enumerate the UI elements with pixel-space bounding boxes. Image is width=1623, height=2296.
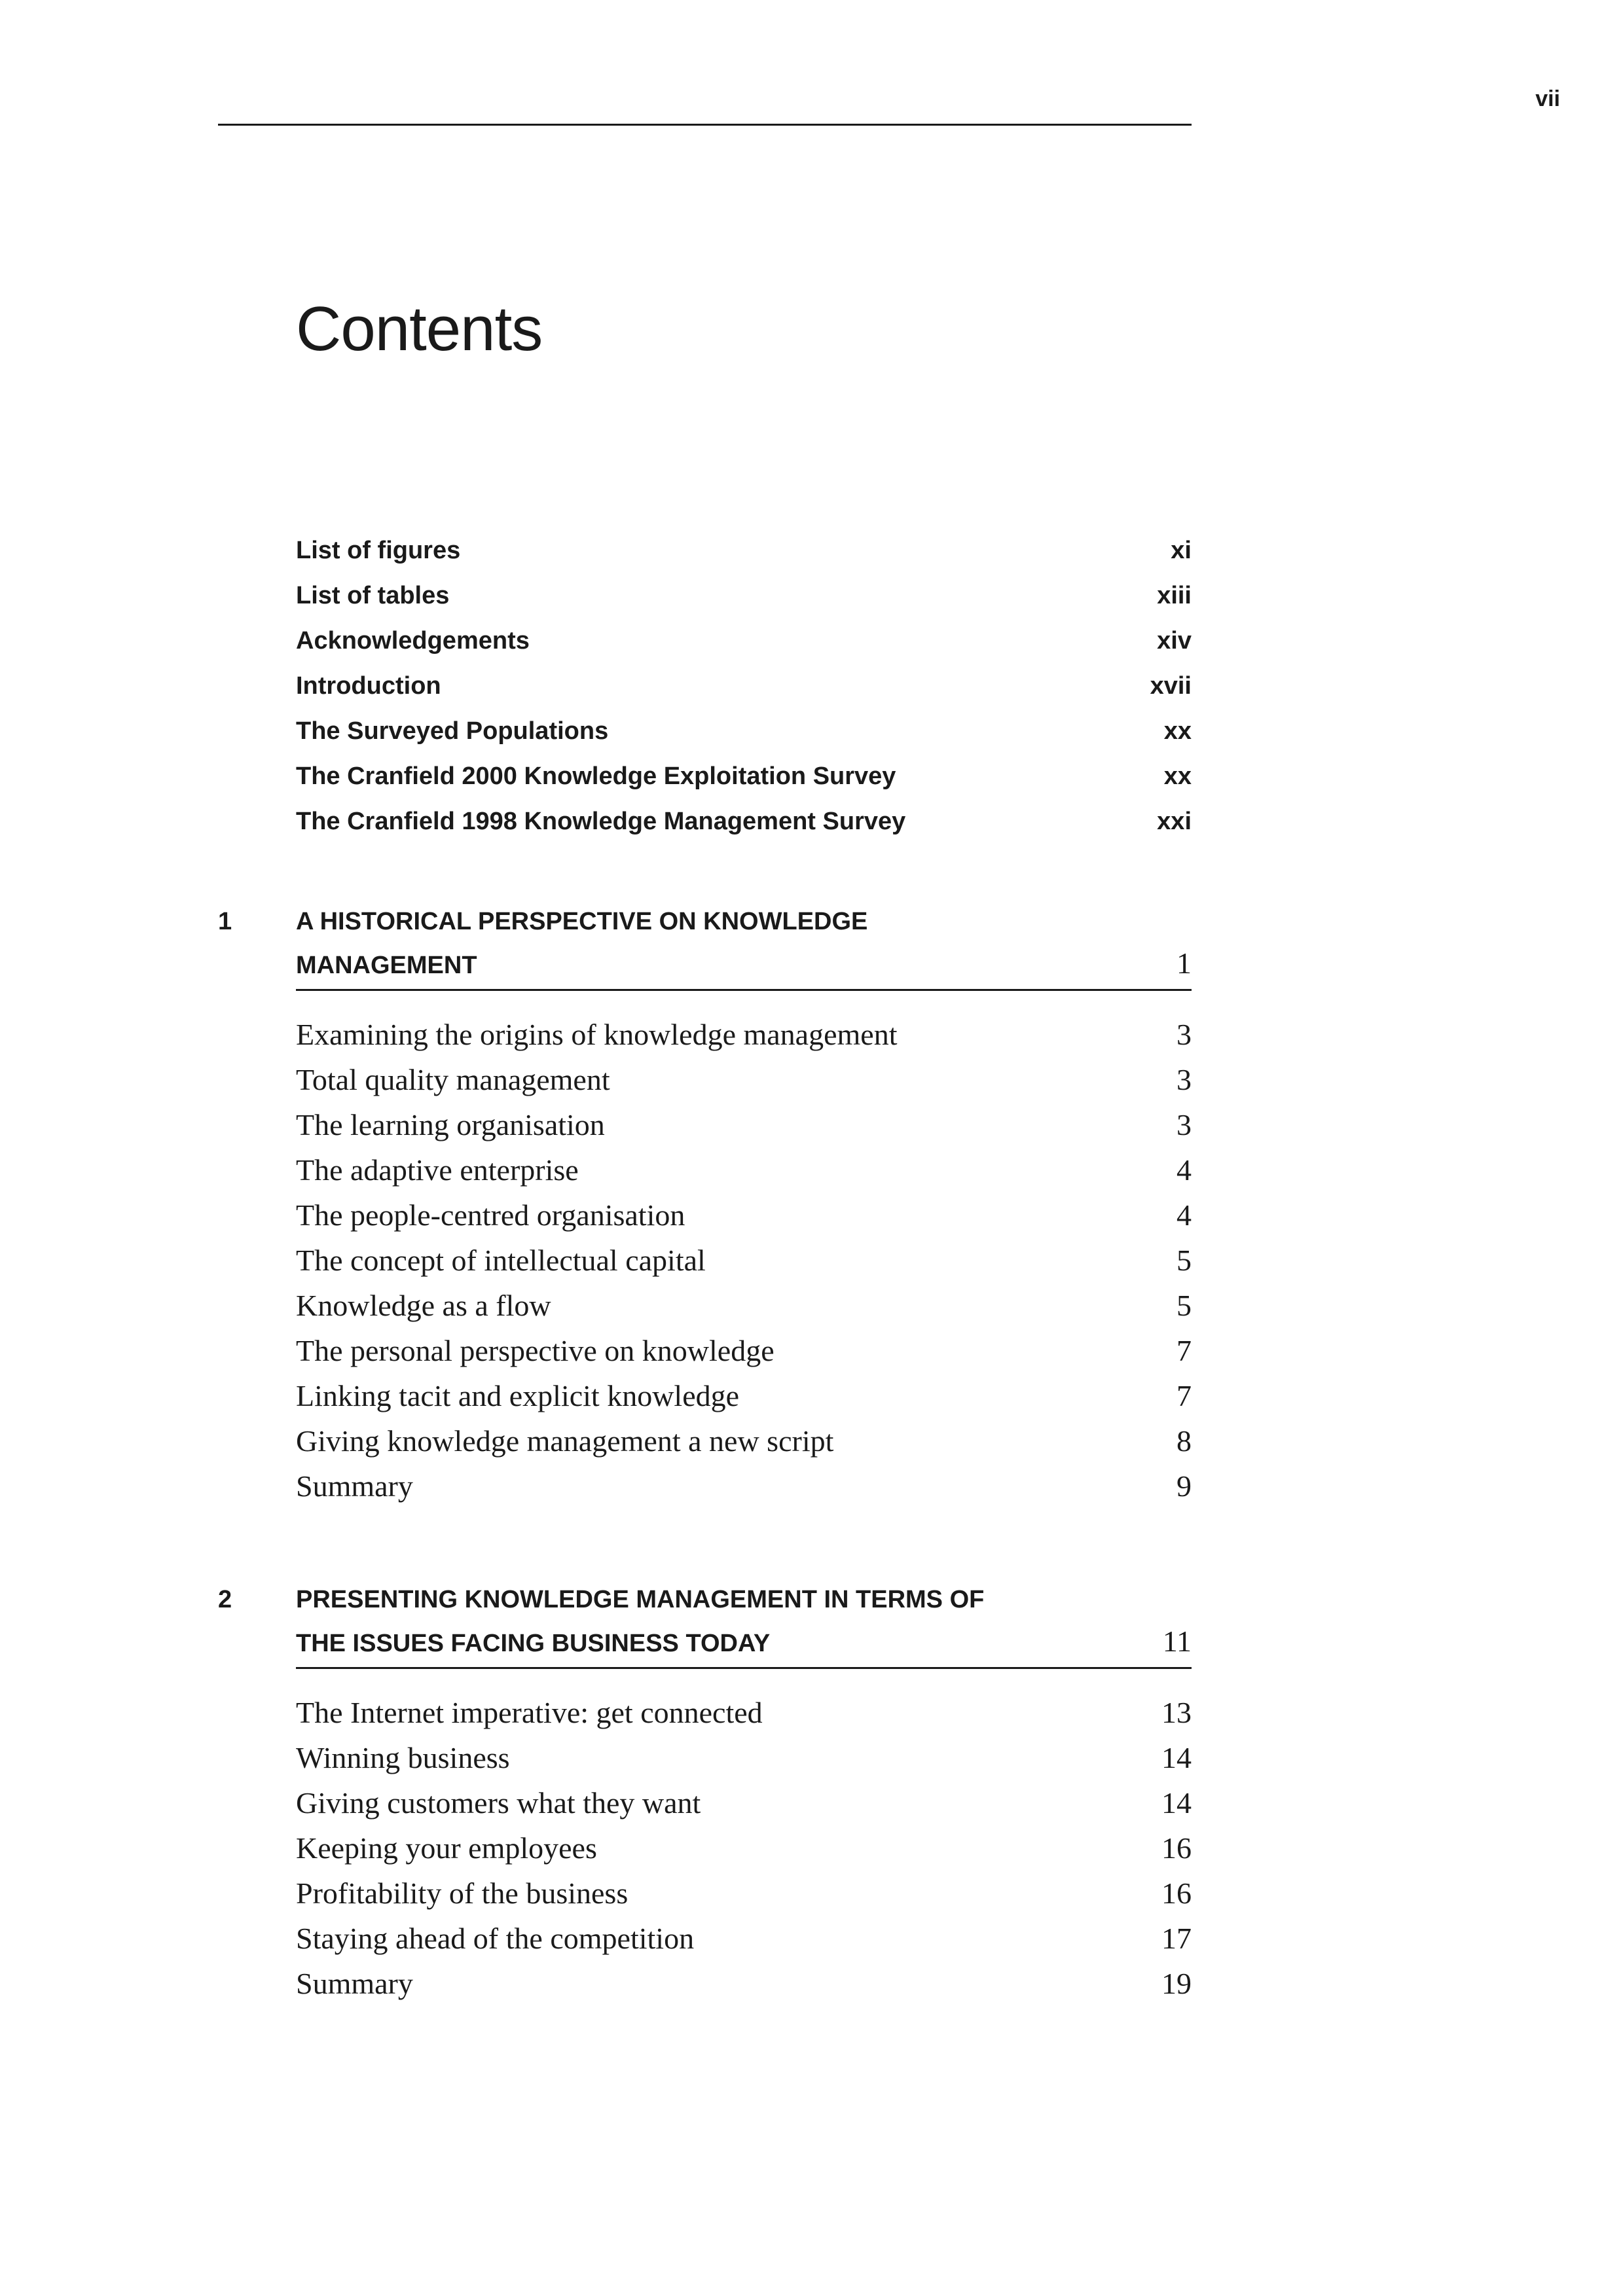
section-page: 16 xyxy=(1161,1876,1192,1910)
toc-entry-page: xx xyxy=(1163,717,1192,745)
section-label: Giving customers what they want xyxy=(296,1786,701,1820)
section-entry[interactable] xyxy=(296,1921,1192,1966)
section-label: The adaptive enterprise xyxy=(296,1153,579,1187)
chapter-2 xyxy=(218,1579,1192,2011)
section-entry[interactable] xyxy=(296,1740,1192,1785)
toc-entry-label: List of figures xyxy=(296,537,461,564)
toc-entry-page: xi xyxy=(1171,537,1192,564)
section-page: 7 xyxy=(1176,1334,1192,1367)
toc-entry-page: xvii xyxy=(1150,672,1192,700)
toc-entry-list-of-tables[interactable] xyxy=(296,582,1192,627)
section-page: 16 xyxy=(1161,1831,1192,1865)
chapter-number: 2 xyxy=(218,1586,232,1613)
chapter-page: 1 xyxy=(1176,946,1192,980)
section-page: 8 xyxy=(1176,1424,1192,1458)
section-label: Summary xyxy=(296,1469,413,1503)
toc-entry-page: xiii xyxy=(1157,582,1192,609)
chapter-title-line-2: MANAGEMENT xyxy=(296,952,477,979)
toc-entry-page: xiv xyxy=(1157,627,1192,655)
section-page: 13 xyxy=(1161,1696,1192,1729)
toc-entry-cranfield-2000-survey[interactable] xyxy=(296,762,1192,808)
section-entry[interactable] xyxy=(296,1785,1192,1831)
section-page: 5 xyxy=(1176,1289,1192,1322)
chapter-heading[interactable] xyxy=(296,901,1192,991)
section-label: Summary xyxy=(296,1967,413,2000)
section-label: The Internet imperative: get connected xyxy=(296,1696,763,1729)
toc-entry-label: Introduction xyxy=(296,672,441,700)
toc-entry-page: xx xyxy=(1163,762,1192,790)
toc-entry-list-of-figures[interactable] xyxy=(296,537,1192,582)
header-rule xyxy=(218,124,1192,126)
section-entry[interactable] xyxy=(296,1153,1192,1198)
chapter-number: 1 xyxy=(218,908,232,935)
section-page: 3 xyxy=(1176,1018,1192,1051)
section-entry[interactable] xyxy=(296,1695,1192,1740)
toc-entry-label: The Surveyed Populations xyxy=(296,717,609,745)
section-label: Keeping your employees xyxy=(296,1831,597,1865)
chapter-heading[interactable] xyxy=(296,1579,1192,1669)
section-entry[interactable] xyxy=(296,1333,1192,1378)
section-list xyxy=(296,1017,1192,1514)
toc-entry-acknowledgements[interactable] xyxy=(296,627,1192,672)
section-label: Examining the origins of knowledge management xyxy=(296,1018,898,1051)
section-entry[interactable] xyxy=(296,1469,1192,1514)
section-label: The personal perspective on knowledge xyxy=(296,1334,775,1367)
section-label: Profitability of the business xyxy=(296,1876,629,1910)
toc-entry-introduction[interactable] xyxy=(296,672,1192,717)
section-label: Knowledge as a flow xyxy=(296,1289,551,1322)
section-entry[interactable] xyxy=(296,1831,1192,1876)
front-matter-list xyxy=(296,537,1192,853)
section-entry[interactable] xyxy=(296,1017,1192,1062)
section-page: 7 xyxy=(1176,1379,1192,1412)
section-page: 17 xyxy=(1161,1922,1192,1955)
section-page: 3 xyxy=(1176,1063,1192,1096)
section-label: Total quality management xyxy=(296,1063,610,1096)
toc-entry-label: List of tables xyxy=(296,582,450,609)
section-entry[interactable] xyxy=(296,1966,1192,2011)
section-entry[interactable] xyxy=(296,1288,1192,1333)
section-page: 14 xyxy=(1161,1786,1192,1820)
section-page: 5 xyxy=(1176,1244,1192,1277)
section-label: Linking tacit and explicit knowledge xyxy=(296,1379,740,1412)
section-entry[interactable] xyxy=(296,1107,1192,1153)
section-label: Giving knowledge management a new script xyxy=(296,1424,834,1458)
section-page: 4 xyxy=(1176,1153,1192,1187)
toc-entry-label: Acknowledgements xyxy=(296,627,530,655)
section-label: Winning business xyxy=(296,1741,510,1774)
chapter-1 xyxy=(218,901,1192,1514)
section-entry[interactable] xyxy=(296,1243,1192,1288)
page-title: Contents xyxy=(296,294,543,364)
section-label: The people-centred organisation xyxy=(296,1198,685,1232)
toc-entry-label: The Cranfield 1998 Knowledge Management Survey xyxy=(296,808,906,835)
toc-entry-page: xxi xyxy=(1157,808,1192,835)
section-label: The learning organisation xyxy=(296,1108,605,1141)
chapter-title-line-2: THE ISSUES FACING BUSINESS TODAY xyxy=(296,1630,771,1657)
section-page: 19 xyxy=(1161,1967,1192,2000)
section-page: 3 xyxy=(1176,1108,1192,1141)
section-entry[interactable] xyxy=(296,1876,1192,1921)
section-entry[interactable] xyxy=(296,1378,1192,1424)
section-page: 14 xyxy=(1161,1741,1192,1774)
section-entry[interactable] xyxy=(296,1062,1192,1107)
section-entry[interactable] xyxy=(296,1424,1192,1469)
page-number: vii xyxy=(1535,86,1560,111)
section-page: 9 xyxy=(1176,1469,1192,1503)
section-entry[interactable] xyxy=(296,1198,1192,1243)
toc-entry-label: The Cranfield 2000 Knowledge Exploitation Survey xyxy=(296,762,896,790)
chapter-title-line-1: PRESENTING KNOWLEDGE MANAGEMENT IN TERMS OF xyxy=(296,1586,985,1613)
chapter-title-line-1: A HISTORICAL PERSPECTIVE ON KNOWLEDGE xyxy=(296,908,868,935)
section-label: Staying ahead of the competition xyxy=(296,1922,695,1955)
section-list xyxy=(296,1695,1192,2011)
toc-entry-cranfield-1998-survey[interactable] xyxy=(296,808,1192,853)
section-page: 4 xyxy=(1176,1198,1192,1232)
chapter-page: 11 xyxy=(1162,1624,1192,1658)
section-label: The concept of intellectual capital xyxy=(296,1244,706,1277)
table-of-contents xyxy=(218,537,1192,2011)
toc-entry-surveyed-populations[interactable] xyxy=(296,717,1192,762)
